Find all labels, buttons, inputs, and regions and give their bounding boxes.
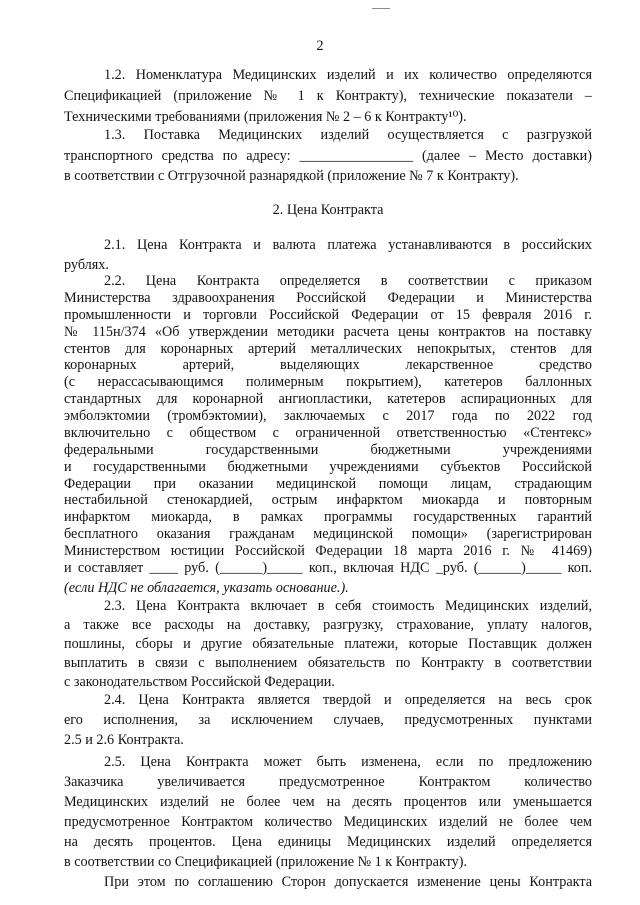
text-line: бесплатного оказания гражданам медицинской помощи» (зарегистрирован <box>64 526 592 542</box>
text-line: стентов для коронарных артерий металлических непокрытых, стентов для <box>64 341 592 357</box>
text-line: (если НДС не облагается, указать основание.). <box>64 580 349 596</box>
text-line: федеральными государственными бюджетными учреждениями <box>64 442 592 458</box>
text-line: 1.2. Номенклатура Медицинских изделий и их количество определяются <box>104 67 592 83</box>
text-line: Заказчика увеличивается предусмотренное Контрактом количество <box>64 774 592 790</box>
text-line: эмболэктомии (тромбэктомии), заключаемых с 2017 года по 2022 год <box>64 408 592 424</box>
scan-mark <box>372 8 390 9</box>
text-line: 2.5. Цена Контракта может быть изменена, если по предложению <box>104 754 592 770</box>
text-line: а также все расходы на доставку, разгрузку, страхование, уплату налогов, <box>64 617 592 633</box>
text-line: на десять процентов. Цена единицы Медицинских изделий определяется <box>64 834 592 850</box>
text-line: 2. Цена Контракта <box>272 202 384 218</box>
text-line: с законодательством Российской Федерации. <box>64 674 335 690</box>
text-line: 2.5 и 2.6 Контракта. <box>64 732 184 748</box>
text-line: предусмотренное Контрактом количество Медицинских изделий не более чем <box>64 814 592 830</box>
text-line: 2.2. Цена Контракта определяется в соответствии с приказом <box>104 273 592 289</box>
text-line: его исполнения, за исключением случаев, предусмотренных пунктами <box>64 712 592 728</box>
text-line: Министерства здравоохранения Российской Федерации и Министерства <box>64 290 592 306</box>
text-line: и составляет ____ руб. (______)_____ коп., включая НДС _руб. (______)_____ коп. <box>64 560 592 576</box>
text-line: нестабильной стенокардией, острым инфарктом миокарда и повторным <box>64 492 592 508</box>
text-line: Министерством юстиции Российской Федерации 18 марта 2016 г. № 41469) <box>64 543 592 559</box>
text-line: При этом по соглашению Сторон допускается изменение цены Контракта <box>104 874 592 890</box>
text-line: в соответствии с Отгрузочной разнарядкой (приложение № 7 к Контракту). <box>64 168 519 184</box>
text-line: Федерации при оказании медицинской помощи лицам, страдающим <box>64 476 592 492</box>
text-line: включительно с обществом с ограниченной ответственностью «Стентекс» <box>64 425 592 441</box>
text-line: выплатить в связи с выполнением обязательств по Контракту в соответствии <box>64 655 592 671</box>
text-line: № 115н/374 «Об утверждении методики расчета цены контрактов на поставку <box>64 324 592 340</box>
text-line: коронарных артерий, выделяющих лекарственное средство <box>64 357 592 373</box>
text-line: 2.4. Цена Контракта является твердой и определяется на весь срок <box>104 692 592 708</box>
text-line: рублях. <box>64 257 109 273</box>
text-line: и государственными бюджетными учреждениями субъектов Российской <box>64 459 592 475</box>
text-line: промышленности и торговли Российской Федерации от 15 февраля 2016 г. <box>64 307 592 323</box>
text-line: Спецификацией (приложение № 1 к Контракту), технические показатели – <box>64 88 592 104</box>
text-line: Медицинских изделий не более чем на десять процентов или уменьшается <box>64 794 592 810</box>
text-line: Техническими требованиями (приложения № 2 – 6 к Контракту¹⁰). <box>64 109 467 125</box>
text-line: транспортного средства по адресу: ________________ (далее – Место доставки) <box>64 148 592 164</box>
text-line: 2.1. Цена Контракта и валюта платежа устанавливаются в российских <box>104 237 592 253</box>
text-line: пошлины, сборы и другие обязательные платежи, которые Поставщик должен <box>64 636 592 652</box>
text-line: (с нерассасывающимся полимерным покрытием), катетеров баллонных <box>64 374 592 390</box>
text-line: 2.3. Цена Контракта включает в себя стоимость Медицинских изделий, <box>104 598 592 614</box>
page-number: 2 <box>316 38 324 54</box>
text-line: инфарктом миокарда, в рамках программы государственных гарантий <box>64 509 592 525</box>
text-line: 1.3. Поставка Медицинских изделий осуществляется с разгрузкой <box>104 127 592 143</box>
text-line: стандартных для коронарной ангиопластики, катетеров аспирационных для <box>64 391 592 407</box>
text-line: в соответствии со Спецификацией (приложение № 1 к Контракту). <box>64 854 468 870</box>
